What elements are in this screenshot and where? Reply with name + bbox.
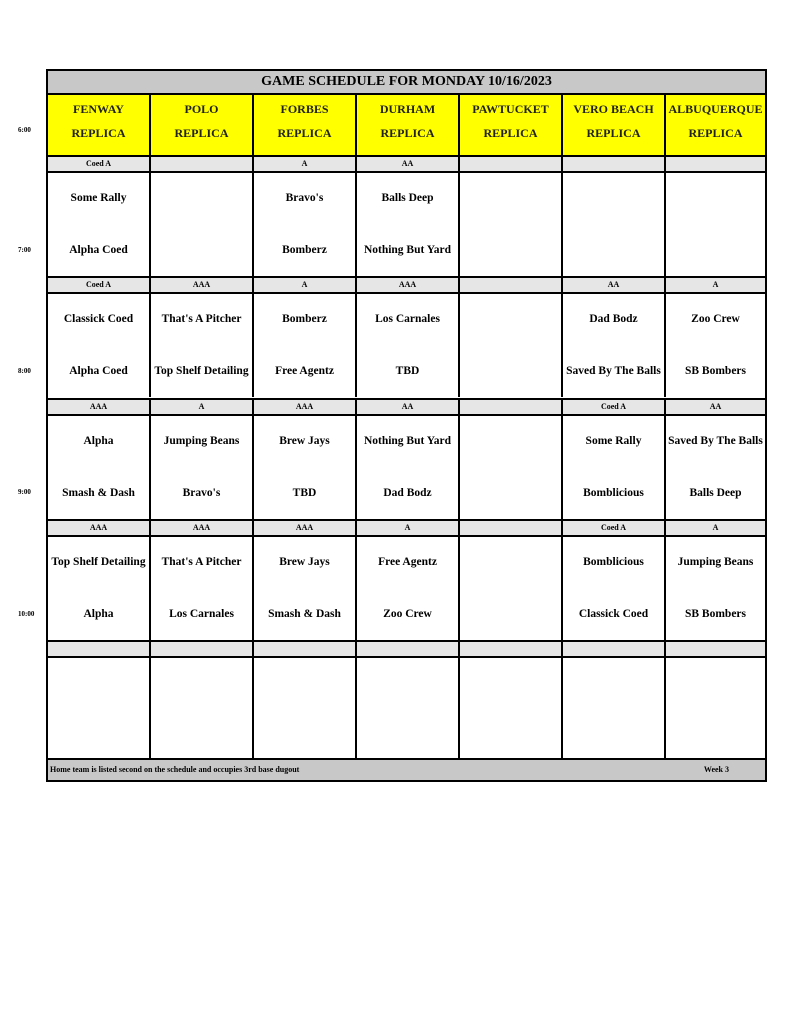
field-subtitle: REPLICA (174, 126, 229, 140)
game-cell (460, 658, 563, 761)
away-team: That's A Pitcher (161, 556, 242, 568)
away-team: Bravo's (285, 192, 324, 204)
home-team: Top Shelf Detailing (154, 365, 249, 377)
field-subtitle: REPLICA (71, 126, 126, 140)
level-label (254, 642, 357, 656)
level-label: AA (666, 400, 765, 414)
home-team: Alpha Coed (69, 244, 128, 256)
game-cell (48, 658, 151, 761)
home-team: Los Carnales (169, 608, 234, 620)
time-label: 10:00 (18, 610, 35, 618)
level-label: A (357, 521, 460, 535)
time-label: 7:00 (18, 246, 31, 254)
away-team: Bomberz (282, 313, 327, 325)
level-label: AAA (254, 400, 357, 414)
level-label: A (666, 521, 765, 535)
level-label (460, 400, 563, 414)
game-cell (666, 537, 765, 640)
home-team: Dad Bodz (383, 487, 432, 499)
time-label: 8:00 (18, 367, 31, 375)
level-label (563, 642, 666, 656)
time-label: 6:00 (18, 126, 31, 134)
level-bar (48, 640, 765, 658)
level-label: A (151, 400, 254, 414)
level-bar (48, 519, 765, 537)
game-cell (48, 294, 151, 397)
home-team: SB Bombers (684, 608, 747, 620)
field-name: FENWAY (73, 102, 124, 116)
field-name: VERO BEACH (573, 102, 654, 116)
level-label (48, 642, 151, 656)
home-team: Classick Coed (578, 608, 649, 620)
field-header (666, 95, 765, 155)
home-team: Free Agentz (275, 365, 334, 377)
game-cell (357, 416, 460, 519)
away-team: Los Carnales (375, 313, 440, 325)
away-team: That's A Pitcher (161, 313, 242, 325)
away-team: Top Shelf Detailing (51, 556, 146, 568)
field-header (254, 95, 357, 155)
level-bar (48, 398, 765, 416)
field-subtitle: REPLICA (380, 126, 435, 140)
game-cell (48, 537, 151, 640)
game-cell (254, 294, 357, 397)
home-team: Alpha (83, 608, 114, 620)
level-label (151, 642, 254, 656)
level-label: AA (357, 400, 460, 414)
field-header (563, 95, 666, 155)
field-name: ALBUQUERQUE (668, 102, 763, 116)
away-team: Brew Jays (279, 435, 330, 447)
level-bar (48, 276, 765, 294)
field-header (357, 95, 460, 155)
game-cell (666, 294, 765, 397)
game-cell (357, 537, 460, 640)
level-label (563, 157, 666, 171)
game-cell (460, 294, 563, 397)
time-label: 9:00 (18, 488, 31, 496)
field-header (48, 95, 151, 155)
home-team: Bravo's (182, 487, 221, 499)
home-team: Balls Deep (689, 487, 742, 499)
home-team-note: Home team is listed second on the schedule and occupies 3rd base dugout (50, 765, 300, 774)
away-team: Dad Bodz (589, 313, 638, 325)
level-label (460, 642, 563, 656)
field-subtitle: REPLICA (483, 126, 538, 140)
home-team: Smash & Dash (268, 608, 341, 620)
away-team: Bomblicious (583, 556, 644, 568)
field-subtitle: REPLICA (586, 126, 641, 140)
level-label (151, 157, 254, 171)
game-cell (151, 658, 254, 761)
level-label: AAA (48, 400, 151, 414)
level-label: Coed A (563, 400, 666, 414)
field-name: PAWTUCKET (472, 102, 549, 116)
home-team: Nothing But Yard (363, 244, 452, 256)
home-team: Alpha Coed (69, 365, 128, 377)
level-label: A (666, 278, 765, 292)
field-header (151, 95, 254, 155)
game-cell (151, 416, 254, 519)
away-team: Some Rally (70, 192, 127, 204)
game-cell (151, 537, 254, 640)
game-cell (254, 173, 357, 276)
field-subtitle: REPLICA (688, 126, 743, 140)
level-label: AAA (151, 278, 254, 292)
level-bar (48, 155, 765, 173)
game-cell (666, 173, 765, 276)
game-cell (563, 294, 666, 397)
away-team: Classick Coed (63, 313, 134, 325)
field-name: FORBES (280, 102, 329, 116)
game-cell (48, 173, 151, 276)
game-cell (460, 173, 563, 276)
level-label: Coed A (48, 157, 151, 171)
game-cell (357, 294, 460, 397)
game-cell (460, 537, 563, 640)
field-name: POLO (184, 102, 219, 116)
away-team: Alpha (83, 435, 114, 447)
home-team: Bomblicious (583, 487, 644, 499)
game-cell (254, 658, 357, 761)
field-name: DURHAM (379, 102, 436, 116)
home-team: Saved By The Balls (566, 365, 661, 377)
level-label: AA (563, 278, 666, 292)
home-team: Bomberz (282, 244, 327, 256)
level-label (357, 642, 460, 656)
away-team: Jumping Beans (163, 435, 240, 447)
level-label: A (254, 278, 357, 292)
level-label: Coed A (48, 278, 151, 292)
away-team: Some Rally (585, 435, 642, 447)
away-team: Free Agentz (378, 556, 437, 568)
level-label: AA (357, 157, 460, 171)
game-cell (460, 416, 563, 519)
away-team: Zoo Crew (691, 313, 740, 325)
level-label: A (254, 157, 357, 171)
home-team: TBD (292, 487, 317, 499)
away-team: Nothing But Yard (363, 435, 452, 447)
level-label: AAA (48, 521, 151, 535)
level-label: AAA (151, 521, 254, 535)
game-cell (563, 658, 666, 761)
game-cell (357, 658, 460, 761)
away-team: Saved By The Balls (668, 435, 763, 447)
game-cell (48, 416, 151, 519)
home-team: SB Bombers (684, 365, 747, 377)
schedule-title: GAME SCHEDULE FOR MONDAY 10/16/2023 (48, 71, 765, 95)
away-team: Jumping Beans (677, 556, 754, 568)
field-subtitle: REPLICA (277, 126, 332, 140)
game-cell (357, 173, 460, 276)
week-label: Week 3 (703, 765, 729, 774)
level-label: AAA (254, 521, 357, 535)
level-label: Coed A (563, 521, 666, 535)
game-cell (563, 537, 666, 640)
game-cell (563, 416, 666, 519)
home-team: TBD (395, 365, 420, 377)
level-label (666, 157, 765, 171)
game-cell (254, 537, 357, 640)
level-label (666, 642, 765, 656)
level-label (460, 521, 563, 535)
footer-bar (48, 758, 765, 780)
level-label (460, 157, 563, 171)
game-cell (151, 173, 254, 276)
game-cell (254, 416, 357, 519)
game-cell (666, 416, 765, 519)
away-team: Balls Deep (381, 192, 434, 204)
level-label: AAA (357, 278, 460, 292)
schedule-table (46, 69, 767, 782)
field-header (460, 95, 563, 155)
home-team: Smash & Dash (62, 487, 135, 499)
game-cell (666, 658, 765, 761)
game-cell (151, 294, 254, 397)
game-cell (563, 173, 666, 276)
level-label (460, 278, 563, 292)
away-team: Brew Jays (279, 556, 330, 568)
home-team: Zoo Crew (383, 608, 432, 620)
